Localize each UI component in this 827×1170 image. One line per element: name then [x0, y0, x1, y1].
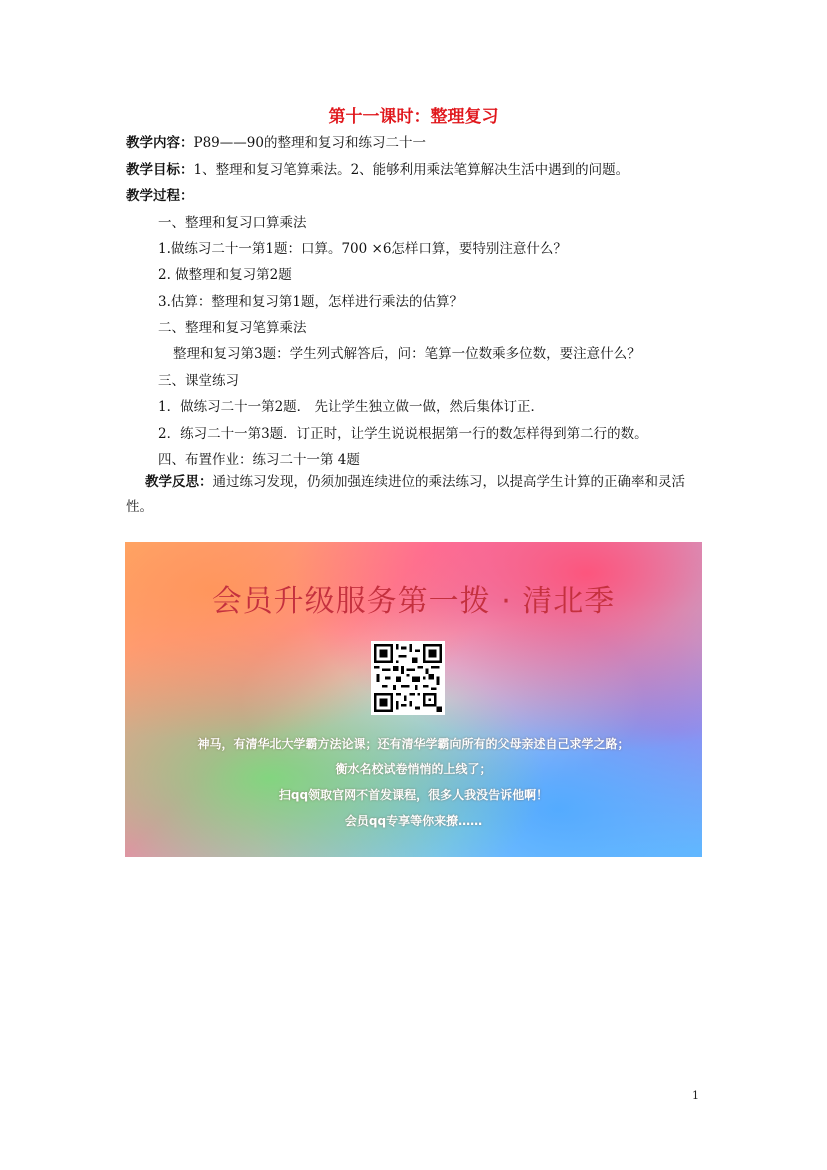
banner-line: 神马，有清华北大学霸方法论课；还有清华学霸向所有的父母亲述自己求学之路； [197, 737, 630, 751]
process-item: 1.做练习二十一第1题：口算。700 ×6怎样口算，要特别注意什么？ [158, 241, 567, 257]
process-item: 四、布置作业：练习二十一第 4题 [158, 452, 360, 468]
content-text: P89——90的整理和复习和练习二十一 [193, 135, 426, 151]
qr-code-icon[interactable] [371, 641, 445, 715]
page-title: 第十一课时：整理复习 [328, 107, 499, 127]
banner-line: 扫qq领取官网不首发课程，很多人我没告诉他啊！ [278, 788, 549, 802]
process-item: 1．做练习二十一第2题． 先让学生独立做一做，然后集体订正． [158, 399, 544, 415]
goals-label: 教学目标： [126, 162, 194, 178]
process-item: 2. 做整理和复习第2题 [158, 267, 292, 283]
process-item: 整理和复习第3题：学生列式解答后，问：笔算一位数乘多位数，要注意什么？ [173, 346, 641, 362]
process-item: 2．练习二十一第3题．订正时，让学生说说根据第一行的数怎样得到第二行的数。 [158, 426, 648, 442]
promo-banner[interactable] [125, 542, 702, 857]
goals-line [126, 160, 629, 180]
banner-line: 衡水名校试卷悄悄的上线了； [335, 762, 492, 776]
reflection-label: 教学反思： [145, 474, 213, 490]
content-line [126, 133, 426, 153]
process-heading [126, 186, 194, 206]
banner-title: 会员升级服务第一拨 · 清北季 [211, 584, 616, 619]
goals-text: 1、整理和复习笔算乘法。2、能够利用乘法笔算解决生活中遇到的问题。 [193, 162, 630, 178]
process-item: 3.估算：整理和复习第1题，怎样进行乘法的估算？ [158, 294, 463, 310]
banner-line: 会员qq专享等你来撩…… [344, 814, 483, 828]
reflection-text: 通过练习发现，仍须加强连续进位的乘法练习，以提高学生计算的正确率和灵活性。 [126, 474, 685, 515]
reflection-paragraph [126, 470, 706, 520]
process-item: 一、整理和复习口算乘法 [158, 215, 307, 231]
page-number: 1 [692, 1089, 699, 1102]
content-label: 教学内容： [126, 135, 194, 151]
process-item: 二、整理和复习笔算乘法 [158, 320, 307, 336]
process-label: 教学过程： [126, 188, 194, 204]
process-item: 三、课堂练习 [158, 373, 239, 389]
